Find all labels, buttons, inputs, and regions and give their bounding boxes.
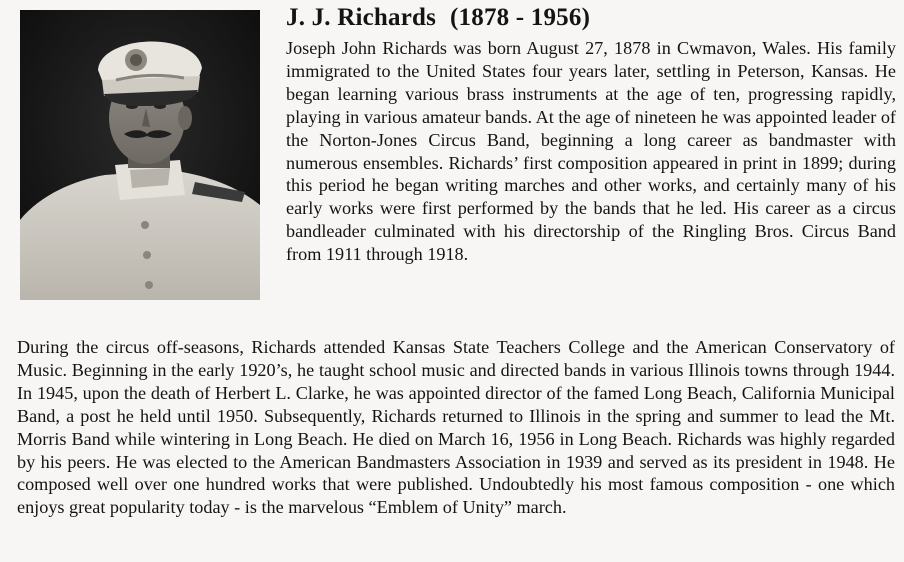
portrait-photo: [20, 10, 260, 300]
biography-paragraph-2: During the circus off-seasons, Richards attended Kansas State Teachers College and the American Conservatory of Music. Beginning in the early 1920’s, he taught school music and directed bands in various Illinois towns through 1944. In 1945, upon the death of Herbert L. Clarke, he was appointed director of the famed Long Beach, California Municipal Band, a post he held until 1950. Subsequently, Richards returned to Illinois in the spring and summer to lead the Mt. Morris Band while wintering in Long Beach. He died on March 16, 1956 in Long Beach. Richards was highly regarded by his peers. He was elected to the American Bandmasters Association in 1939 and served as its president in 1948. He composed well over one hundred works that were published. Undoubtedly his most famous composition - one which enjoys great popularity today - is the marvelous “Emblem of Unity” march.: [17, 337, 895, 518]
life-years: (1878 - 1956): [450, 4, 591, 31]
person-name: J. J. Richards: [286, 4, 437, 31]
biography-paragraph-1: Joseph John Richards was born August 27, 1878 in Cwmavon, Wales. His family immigrated to the United States four years later, settling in Peterson, Kansas. He began learning various brass instruments at the age of ten, progressing rapidly, playing in various amateur bands. At the age of nineteen he was appointed leader of the Norton-Jones Circus Band, beginning a long career as bandmaster with numerous ensembles. Richards’ first composition appeared in print in 1899; during this period he began writing marches and other works, and certainly many of his early works were first performed by the bands that he led. His career as a circus bandleader culminated with his directorship of the Ringling Bros. Circus Band from 1911 through 1918.: [286, 38, 896, 265]
page-title: [286, 4, 590, 32]
